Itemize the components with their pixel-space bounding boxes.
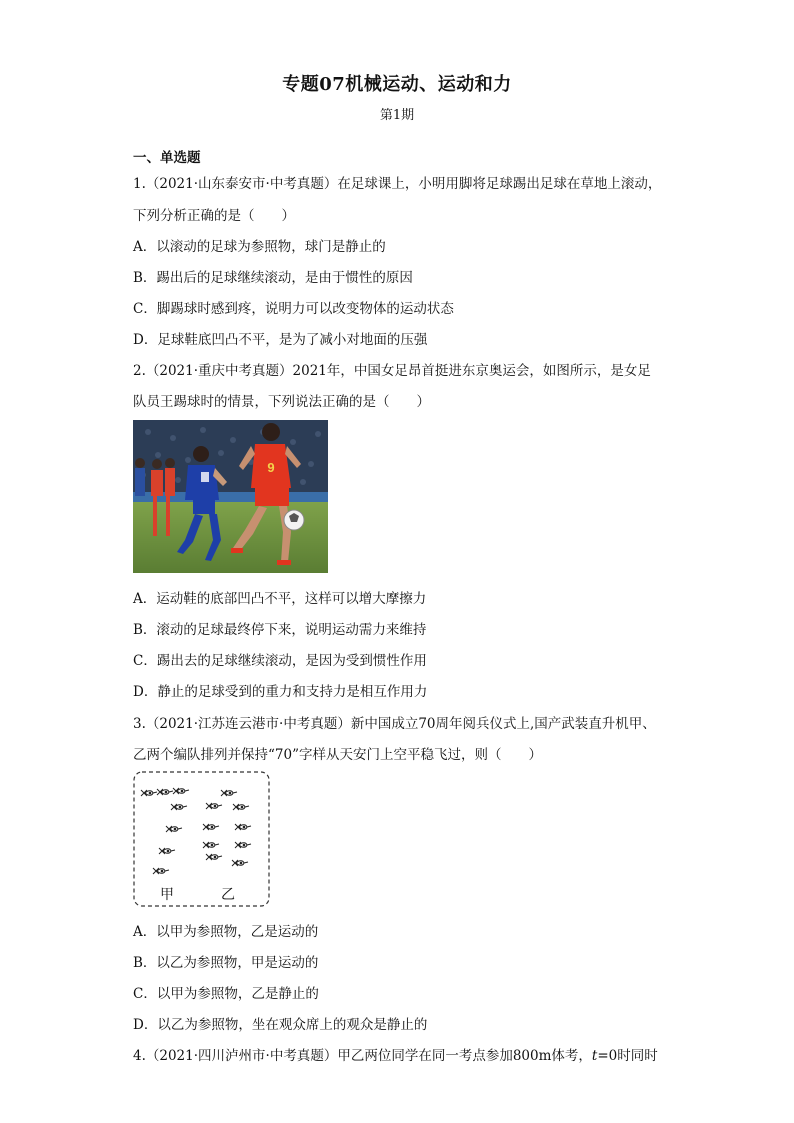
q2-option-d: D．静止的足球受到的重力和支持力是相互作用力 bbox=[133, 684, 428, 700]
jersey-number: 9 bbox=[267, 460, 275, 475]
q2-stem-line2: 队员王踢球时的情景，下列说法正确的是（ ） bbox=[133, 394, 430, 410]
soccer-photo bbox=[133, 420, 328, 573]
q3-option-b: B．以乙为参照物，甲是运动的 bbox=[133, 955, 319, 971]
q2-option-b: B．滚动的足球最终停下来，说明运动需力来维持 bbox=[133, 622, 427, 638]
q3-stem-line2: 乙两个编队排列并保持“70”字样从天安门上空平稳飞过，则（ ） bbox=[133, 747, 542, 763]
formation-label-yi: 乙 bbox=[221, 887, 235, 903]
q3-option-a: A．以甲为参照物，乙是运动的 bbox=[133, 924, 319, 940]
q1-stem-line2: 下列分析正确的是（ ） bbox=[133, 208, 295, 224]
section-heading: 一、单选题 bbox=[133, 150, 201, 166]
q3-option-c: C．以甲为参照物，乙是静止的 bbox=[133, 986, 319, 1002]
page-subtitle: 第1期 bbox=[379, 108, 415, 123]
q3-option-d: D．以乙为参照物，坐在观众席上的观众是静止的 bbox=[133, 1017, 428, 1033]
q1-option-b: B．踢出后的足球继续滚动，是由于惯性的原因 bbox=[133, 270, 413, 286]
q1-stem-line1: 1.（2021·山东泰安市·中考真题）在足球课上，小明用脚将足球踢出足球在草地上滚动， bbox=[133, 176, 662, 192]
q2-option-a: A．运动鞋的底部凹凸不平，这样可以增大摩擦力 bbox=[133, 591, 427, 607]
q1-option-c: C．脚踢球时感到疼，说明力可以改变物体的运动状态 bbox=[133, 301, 454, 317]
q2-stem-line1: 2.（2021·重庆中考真题）2021年，中国女足昂首挺进东京奥运会，如图所示，是女足 bbox=[133, 363, 651, 379]
q2-option-c: C．踢出去的足球继续滚动，是因为受到惯性作用 bbox=[133, 653, 427, 669]
page-title: 专题07机械运动、运动和力 bbox=[282, 74, 512, 95]
q1-option-d: D．足球鞋底凹凸不平，是为了减小对地面的压强 bbox=[133, 332, 428, 348]
q1-option-a: A．以滚动的足球为参照物，球门是静止的 bbox=[133, 239, 386, 255]
q4-variable-t: t bbox=[591, 1048, 598, 1064]
helicopter-formation-diagram bbox=[133, 771, 270, 907]
formation-label-jia: 甲 bbox=[160, 887, 174, 903]
q4-stem-line1 bbox=[133, 1044, 658, 1064]
q4-stem-part-b: =0时同时 bbox=[597, 1048, 658, 1064]
q3-stem-line1: 3.（2021·江苏连云港市·中考真题）新中国成立70周年阅兵仪式上,国产武装直升机甲、 bbox=[133, 716, 656, 732]
q4-stem-part-a: 4.（2021·四川泸州市·中考真题）甲乙两位同学在同一考点参加800m体考， bbox=[133, 1048, 592, 1064]
